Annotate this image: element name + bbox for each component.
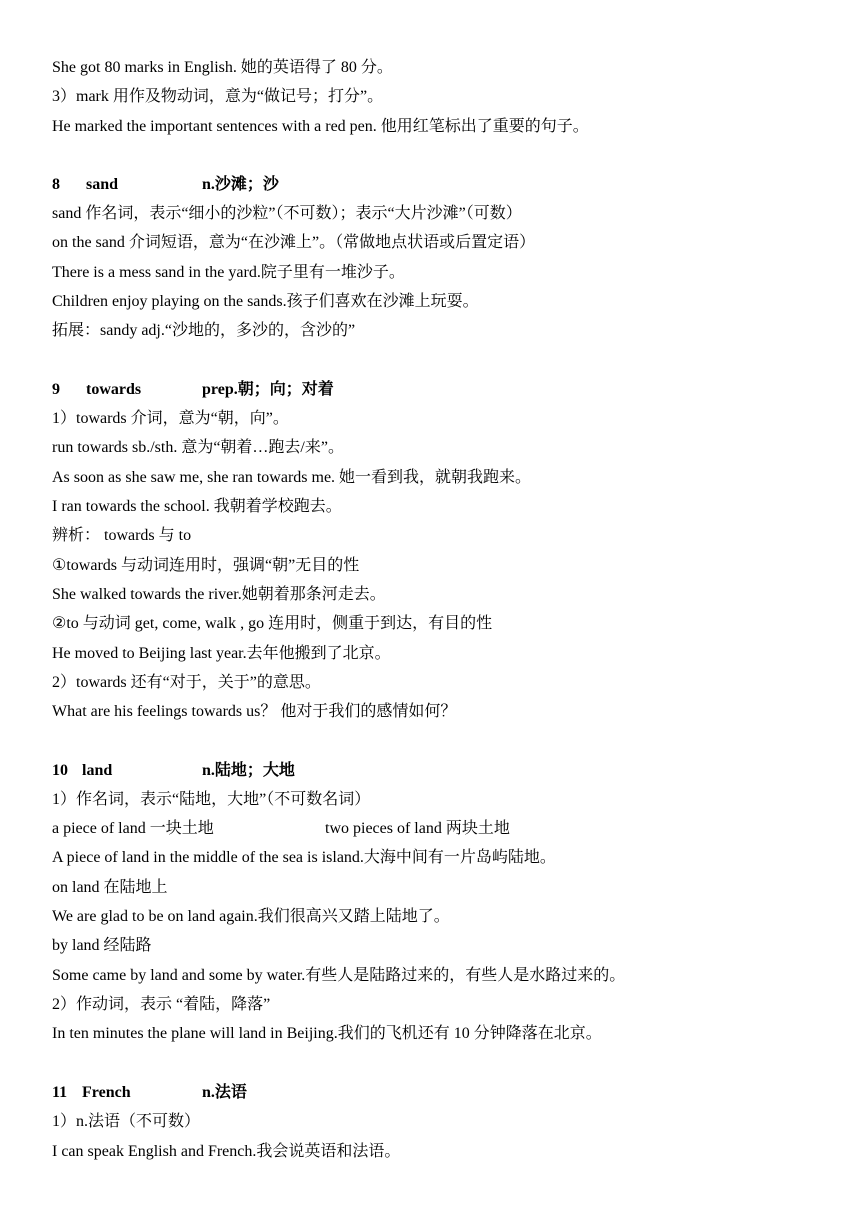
text-line: She walked towards the river.她朝着那条河走去。 [52, 586, 386, 603]
entry-part-of-speech: n.沙滩；沙 [202, 176, 279, 193]
text-line: 拓展：sandy adj.“沙地的，多沙的，含沙的” [52, 322, 356, 339]
text-line: 2）作动词，表示 “着陆，降落” [52, 996, 271, 1013]
entry-word: land [82, 762, 113, 779]
text-line: A piece of land in the middle of the sea is island.大海中间有一片岛屿陆地。 [52, 849, 556, 866]
text-line: run towards sb./sth. 意为“朝着…跑去/来”。 [52, 439, 344, 456]
text-line: on the sand 介词短语，意为“在沙滩上”。（常做地点状语或后置定语） [52, 234, 536, 251]
text-line: He marked the important sentences with a red pen. 他用红笔标出了重要的句子。 [52, 118, 589, 135]
text-line: 3）mark 用作及物动词，意为“做记号；打分”。 [52, 88, 384, 105]
text-line: ①towards 与动词连用时，强调“朝”无目的性 [52, 557, 360, 574]
text-line: by land 经陆路 [52, 937, 152, 954]
entry-word: towards [86, 381, 142, 398]
text-line-pair [52, 819, 752, 839]
entry-heading-sand [52, 175, 279, 195]
entry-number: 11 [52, 1084, 68, 1101]
text-line: I ran towards the school. 我朝着学校跑去。 [52, 498, 342, 515]
text-line: There is a mess sand in the yard.院子里有一堆沙子。 [52, 264, 405, 281]
text-line: Children enjoy playing on the sands.孩子们喜欢在沙滩上玩耍。 [52, 293, 479, 310]
entry-heading-towards [52, 380, 334, 400]
text-line: 1）towards 介词，意为“朝，向”。 [52, 410, 289, 427]
text-line: She got 80 marks in English. 她的英语得了 80 分。 [52, 59, 393, 76]
text-line: 2）towards 还有“对于，关于”的意思。 [52, 674, 321, 691]
phrase-left: a piece of land 一块土地 [52, 820, 214, 837]
text-line: 辨析： towards 与 to [52, 527, 192, 544]
text-line: 1）n.法语（不可数） [52, 1113, 201, 1130]
text-line: We are glad to be on land again.我们很高兴又踏上陆地了。 [52, 908, 450, 925]
entry-part-of-speech: prep.朝；向；对着 [202, 381, 334, 398]
entry-number: 10 [52, 762, 68, 779]
entry-heading-french [52, 1083, 247, 1103]
entry-word: French [82, 1084, 131, 1101]
entry-part-of-speech: n.法语 [202, 1084, 247, 1101]
text-line: I can speak English and French.我会说英语和法语。 [52, 1143, 401, 1160]
text-line: 1）作名词，表示“陆地，大地”（不可数名词） [52, 791, 371, 808]
text-line: ②to 与动词 get, come, walk , go 连用时，侧重于到达，有目的性 [52, 615, 493, 632]
entry-number: 8 [52, 176, 60, 193]
text-line: Some came by land and some by water.有些人是陆路过来的，有些人是水路过来的。 [52, 967, 626, 984]
text-line: sand 作名词，表示“细小的沙粒”（不可数）；表示“大片沙滩”（可数） [52, 205, 522, 222]
text-line: What are his feelings towards us？ 他对于我们的感情如何？ [52, 703, 457, 720]
entry-part-of-speech: n.陆地；大地 [202, 762, 295, 779]
text-line: As soon as she saw me, she ran towards me. 她一看到我，就朝我跑来。 [52, 469, 532, 486]
entry-word: sand [86, 176, 119, 193]
entry-heading-land [52, 761, 295, 781]
phrase-right: two pieces of land 两块土地 [325, 820, 510, 837]
text-line: In ten minutes the plane will land in Beijing.我们的飞机还有 10 分钟降落在北京。 [52, 1025, 602, 1042]
text-line: He moved to Beijing last year.去年他搬到了北京。 [52, 645, 391, 662]
entry-number: 9 [52, 381, 60, 398]
text-line: on land 在陆地上 [52, 879, 168, 896]
